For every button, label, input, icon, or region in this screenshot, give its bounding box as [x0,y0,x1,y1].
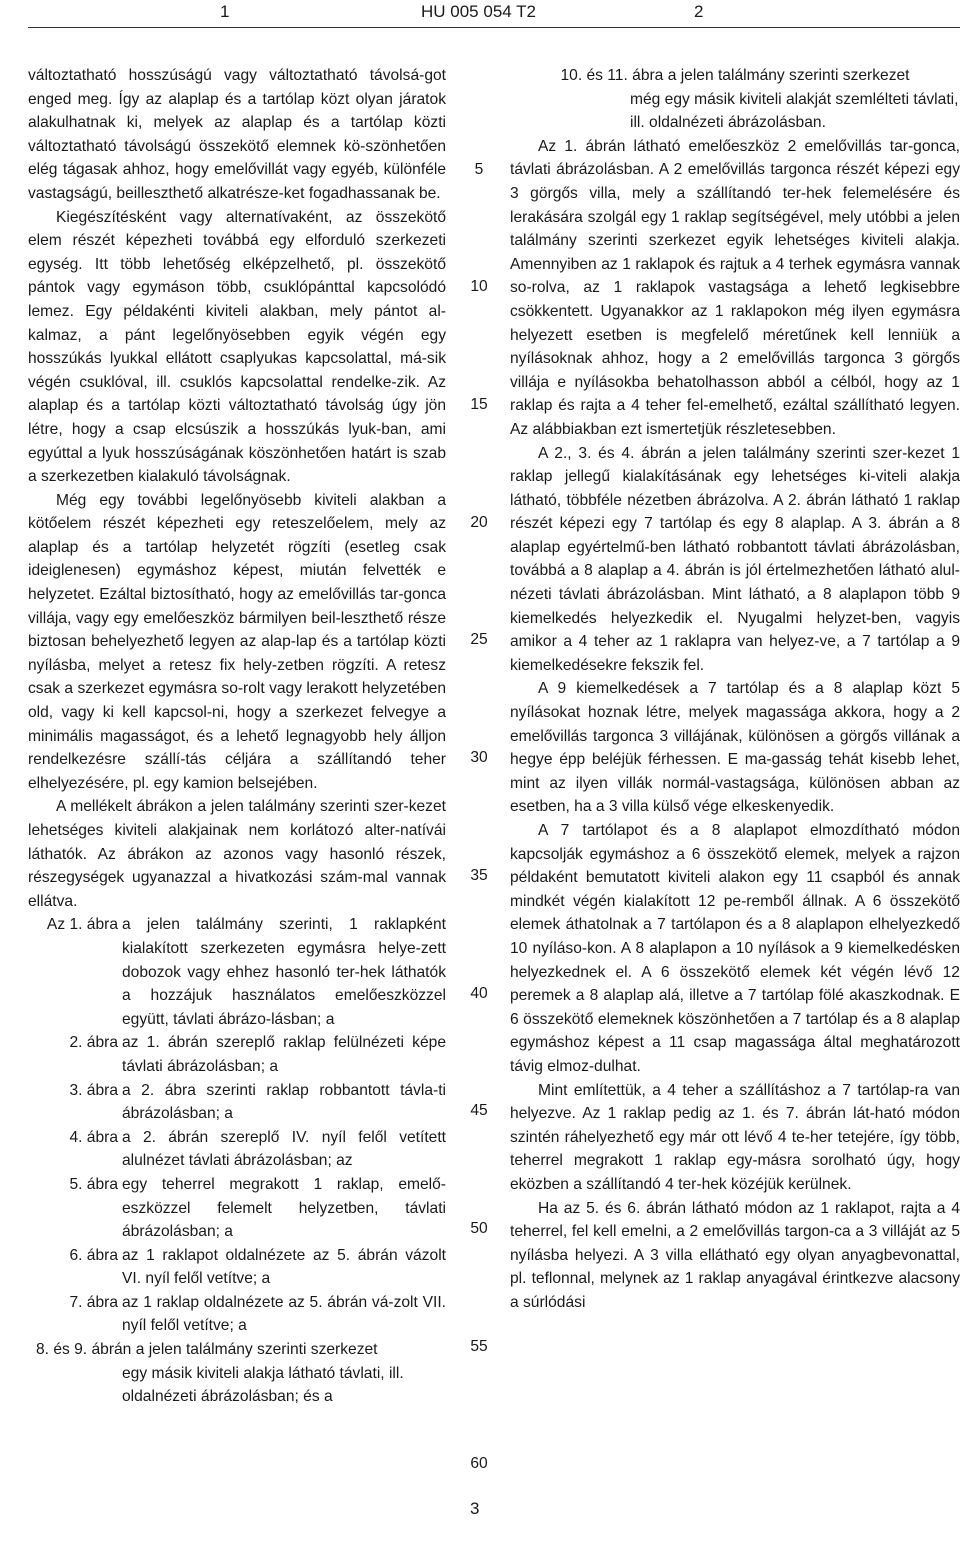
figure-description: az 1 raklap oldalnézete az 5. ábrán vá-zolt VII. nyíl felől vetítve; a [122,1293,446,1335]
figure-item-8-9 [28,1338,446,1409]
left-paragraph-3: Még egy további legelőnyösebb kiviteli alakban a kötőelem részét képezheti egy reteszelőelem, mely az alaplap és a tartólap helyzetét rögzíti (esetleg csak ideiglenesen) egymáshoz képest, miután felvették e helyzetet. Ezáltal biztosítható, hogy az emelővillás tar-gonca villája, vagy egy emelőeszköz bármilyen beil-leszthető része biztosan behelyezhető legyen az alap-lap és a tartólap közti nyílásba, melyet a retesz fix hely-zetben rögzíti. A retesz csak a szerkezet egymásra so-rolt vagy lerakott helyzetében old, vagy ki kell kapcsol-ni, hogy a szerkezet felvegye a minimális magasságot, és a lehető legnagyobb hely álljon rendelkezésre szállí-tás céljára a szállítandó teher elhelyezésére, pl. egy kamion belsejében. [28,491,446,792]
left-column [28,64,446,1409]
document-id: HU 005 054 T2 [421,2,536,21]
left-paragraph-4: A mellékelt ábrákon a jelen találmány szerinti szer-kezet lehetséges kiviteli alakjainak nem korlátozó alter-natívái láthatók. Az ábrákon az azonos vagy hasonló részek, részegységek ugyanazzal a hivatkozási szám-mal vannak ellátva. [28,798,446,910]
figure-item [28,1244,446,1291]
right-paragraph-3: A 9 kiemelkedések a 7 tartólap és a 8 alaplap közt 5 nyílásokat hoznak létre, melyek magassága akkora, hogy a 2 emelővillás targonca 3 villájának, különösen a görgős villának a hegye épp beléjük férhessen. E ma-gasság tehát kisebb lehet, mint az ilyen villák normál-vastagsága, különösen abban az esetben, ha a 3 villa külső vége elkeskenyedik. [510,680,960,816]
line-number: 40 [470,985,488,1002]
line-number: 45 [470,1102,488,1119]
left-paragraph-1: változtatható hosszúságú vagy változtatható távolsá-got enged meg. Így az alaplap és a tartólap közt olyan járatok alakulhatnak ki, melyek az alaplap és a tartólap közti változtatható távolságú összekötő elemnek kö-szönhetően elég tágasak ahhoz, hogy emelővillát vagy egyéb, különféle vastagságú, beilleszthető alkatrésze-ket fogadhassanak be. [28,67,446,202]
figure-description: a 2. ábrán szereplő IV. nyíl felől vetített alulnézet távlati ábrázolásban; az [122,1128,446,1170]
figure-item [28,1173,446,1244]
figure-8-9-description: egy másik kiviteli alakja látható távlati, ill. oldalnézeti ábrázolásban; és a [122,1364,404,1406]
figure-description: az 1. ábrán szereplő raklap felülnézeti képe távlati ábrázolásban; a [122,1034,446,1075]
right-paragraph-6: Ha az 5. és 6. ábrán látható módon az 1 raklapot, rajta a 4 teherrel, fel kell emelni, a 2 emelővillás targon-ca a 3 villáját az 5 nyílásba helyezi. A 3 villa ellátható egy olyan anyagbevonattal, pl. teflonnal, melynek az 1 raklap anyagával érintkezve alacsony a súrlódási [510,1199,960,1311]
figure-label: 6. ábra [69,1246,118,1264]
line-number: 15 [470,396,488,413]
figure-item [28,1126,446,1173]
figure-10-11-first-line: 10. és 11. ábra a jelen találmány szerinti szerkezet [560,67,910,84]
line-number: 20 [470,514,488,531]
figure-item [28,1079,446,1126]
header-rule [28,27,960,28]
figure-description: a 2. ábra szerinti raklap robbantott távla-ti ábrázolásban; a [122,1081,446,1123]
figure-item [28,1291,446,1338]
right-paragraph-4: A 7 tartólapot és a 8 alaplapot elmozdítható módon kapcsolják egymáshoz a 6 összekötő elemek, melyek a rajzon példaként bemutatott kiviteli alakon egy 11 csapból és annak mindkét végén kialakított 12 pe-remből állnak. A 6 összekötő elemek áthatolnak a 7 tartólapon és a 8 alaplapon elhelyezkedő 10 nyíláso-kon. A 8 alaplapon a 10 nyílások a 9 kiemelkedésken helyezkednek el. A 6 összekötő elemek két végén lévő 12 peremek a 8 alaplap alá, illetve a 7 tartólap fölé akaszkodnak. E 6 összekötő elemeknek köszönhetően a 7 tartólap és a 8 alaplap egymáshoz képest a 11 csap magassága által meghatározott távig elmoz-dulhat. [510,822,960,1075]
line-number: 5 [474,161,484,178]
figure-list [28,913,446,1408]
left-page-number: 1 [220,2,230,21]
page-header [0,0,960,30]
page-number: 3 [470,1499,480,1518]
right-column [510,64,960,1314]
figure-description: egy teherrel megrakott 1 raklap, emelő-eszközzel felemelt helyzetben, távlati ábrázolásban; a [122,1175,446,1241]
figure-label: 7. ábra [69,1293,118,1311]
figure-label: 2. ábra [69,1034,118,1052]
right-paragraph-1: Az 1. ábrán látható emelőeszköz 2 emelővillás tar-gonca, távlati ábrázolásban. A 2 emelővillás targonca részét képezi egy 3 görgős villa, mely a szállítandó ter-hek felemelésére és lerakására szolgál egy 1 raklap segítségével, mely utóbbi a jelen találmány szerinti szerkezet egyik lehetséges kiviteli alakja. Amennyiben az 1 raklapok és rajtuk a 4 terhek egymásra vannak so-rolva, az 1 raklapok vastagsága a lehető legkisebbre csökkentett. Ugyanakkor az 1 raklapokon még ilyen egymásra helyezett esetben is megfelelő méretűnek kell lenniük a nyílásoknak ahhoz, hogy a 2 emelővillás targonca 3 görgős villája e nyílásokba behatolhasson abból a célból, hogy az 1 raklap és rajta a 4 teher fel-emelhető, ezáltal szállítható legyen. Az alábbiakban ezt ismertetjük részletesebben. [510,137,960,438]
right-paragraph-2: A 2., 3. és 4. ábrán a jelen találmány szerinti szer-kezet 1 raklap jellegű kialakításának egy lehetséges ki-viteli alakja látható, többféle nézetben ábrázolva. A 2. ábrán látható 1 raklap részét képezi egy 7 tartólap és egy 8 alaplap. A 3. ábrán a 8 alaplap egyértelmű-ben látható robbantott távlati ábrázolásban, továbbá a 8 alaplap a 4. ábrán is jól értelmezhetően látható alul-nézeti távlati ábrázolásban. Mint látható, a 8 alaplapon több 9 kiemelkedés helyezkedik el. Nyugalmi helyzet-ben, vagyis amikor a 4 teher az 1 raklapra van helyez-ve, a 7 tartólap a 9 kiemelkedésekre fekszik fel. [510,444,960,674]
line-number: 25 [470,631,488,648]
figure-label: 3. ábra [69,1081,118,1099]
figure-8-9-first-line: 8. és 9. ábrán a jelen találmány szerinti szerkezet [36,1341,378,1359]
figure-description: a jelen találmány szerinti, 1 raklapként kialakított szerkezeten egymásra helye-zett dobozok vagy ehhez hasonló ter-hek láthatók a hozzájuk használatos emelőeszközzel együtt, távlati ábrázo-lásban; a [122,916,446,1028]
figure-label: Az 1. ábra [46,916,118,934]
line-number: 10 [470,278,488,295]
figure-10-11-description: még egy másik kiviteli alakját szemlélteti távlati, ill. oldalnézeti ábrázolásban. [630,90,959,132]
line-number: 60 [470,1455,488,1472]
figure-item [28,913,446,1031]
line-number: 30 [470,749,488,766]
figure-item-10-11 [510,64,960,135]
right-paragraph-5: Mint említettük, a 4 teher a szállításhoz a 7 tartólap-ra van helyezve. Az 1 raklap pedig az 1. és 7. ábrán lát-ható módon szintén ráhelyezhető egy már ott lévő 4 te-her tetejére, így több, teherrel megrakott 1 raklap egy-másra sorolható úgy, hogy eközben a szállítandó 4 ter-hek közéjük kerülnek. [510,1081,960,1193]
line-number: 50 [470,1220,488,1237]
figure-label: 5. ábra [69,1175,118,1193]
right-page-number: 2 [694,2,704,21]
figure-item [28,1031,446,1078]
left-paragraph-2: Kiegészítésként vagy alternatívaként, az összekötő elem részét képezheti továbbá egy elforduló szerkezeti egység. Itt több lehetőség elképzelhető, pl. összekötő pántok vagy egymáson több, csuklópánttal kapcsolódó lemez. Egy példakénti kiviteli alakban, mely pántot al-kalmaz, a pánt legelőnyösebben egyik végén egy hosszúkás lyukkal ellátott csaplyukas kapcsolattal, má-sik végén csuklóval, ill. csuklós kapcsolattal rendelke-zik. Az alaplap és a tartólap közti változtatható távolság úgy jön létre, hogy a csap elcsúszik a hosszúkás lyuk-ban, ami egyúttal a lyuk hosszúságának köszönhetően határt is szab a szerkezetben kialakuló távolságnak. [28,208,446,486]
figure-label: 4. ábra [69,1128,118,1146]
figure-description: az 1 raklapot oldalnézete az 5. ábrán vázolt VI. nyíl felől vetítve; a [122,1246,446,1288]
line-number: 35 [470,867,488,884]
line-number: 55 [470,1338,488,1355]
